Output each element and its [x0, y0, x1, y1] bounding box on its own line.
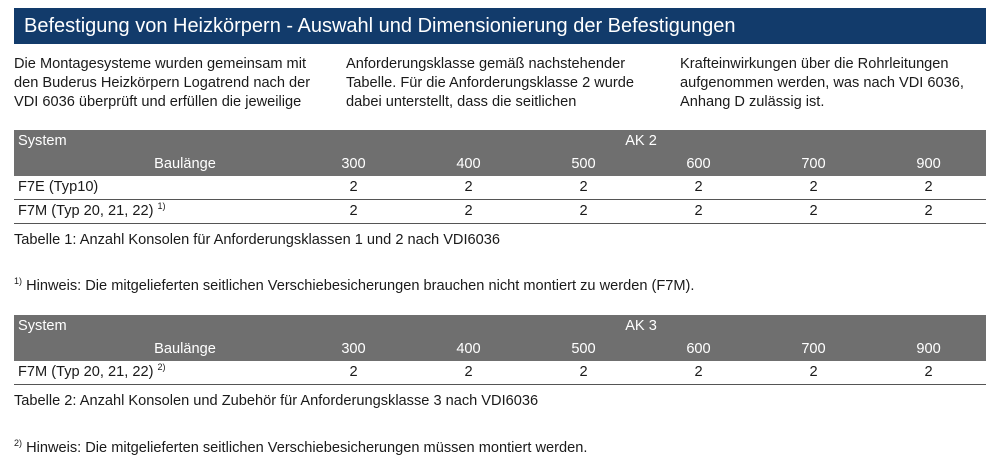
- value-cell: 2: [641, 361, 756, 385]
- value-cell: 2: [296, 176, 411, 200]
- table-ak2: [14, 130, 986, 224]
- footnote-2: [14, 440, 587, 456]
- intro-line: Tabelle. Für die Anforderungsklasse 2 wurde: [346, 75, 634, 91]
- length-cell: 500: [526, 153, 641, 176]
- value-cell: 2: [296, 200, 411, 224]
- table-header-row: [14, 130, 986, 153]
- intro-line: dabei unterstellt, dass die seitlichen: [346, 94, 577, 110]
- value-cell: 2: [526, 176, 641, 200]
- value-cell: 2: [641, 176, 756, 200]
- page-title: Befestigung von Heizkörpern - Auswahl und Dimensionierung der Befestigungen: [14, 8, 986, 44]
- intro-line: Die Montagesysteme wurden gemeinsam mit: [14, 56, 306, 72]
- value-cell: 2: [526, 200, 641, 224]
- value-cell: 2: [871, 176, 986, 200]
- intro-column-3: [680, 55, 990, 112]
- length-cell: 700: [756, 153, 871, 176]
- table-row: [14, 200, 986, 224]
- system-name-cell: [14, 200, 296, 224]
- length-cell: 400: [411, 338, 526, 361]
- value-cell: 2: [526, 361, 641, 385]
- class-header: AK 2: [296, 130, 986, 153]
- value-cell: 2: [756, 176, 871, 200]
- intro-line: aufgenommen werden, was nach VDI 6036,: [680, 75, 964, 91]
- footnote-marker: 1): [157, 201, 166, 211]
- intro-column-2: [346, 55, 666, 112]
- length-cell: 600: [641, 153, 756, 176]
- intro-line: Anhang D zulässig ist.: [680, 94, 825, 110]
- system-header: System: [14, 130, 296, 153]
- footnote-text: Hinweis: Die mitgelieferten seitlichen Verschiebesicherungen müssen montiert werden.: [22, 440, 588, 456]
- length-cell: 900: [871, 338, 986, 361]
- length-label: Baulänge: [14, 338, 296, 361]
- intro-line: Krafteinwirkungen über die Rohrleitungen: [680, 56, 949, 72]
- class-header: AK 3: [296, 315, 986, 338]
- length-cell: 900: [871, 153, 986, 176]
- value-cell: 2: [411, 176, 526, 200]
- value-cell: 2: [411, 361, 526, 385]
- intro-column-1: [14, 55, 334, 112]
- system-name-cell: [14, 361, 296, 385]
- length-label: Baulänge: [14, 153, 296, 176]
- system-name: F7M (Typ 20, 21, 22): [18, 203, 154, 219]
- table1-caption: Tabelle 1: Anzahl Konsolen für Anforderungsklassen 1 und 2 nach VDI6036: [14, 232, 500, 248]
- length-cell: 400: [411, 153, 526, 176]
- length-cell: 300: [296, 153, 411, 176]
- footnote-marker: 1): [14, 276, 23, 286]
- footnote-1: [14, 278, 694, 294]
- table-row: [14, 361, 986, 385]
- length-cell: 300: [296, 338, 411, 361]
- length-cell: 700: [756, 338, 871, 361]
- value-cell: 2: [871, 200, 986, 224]
- length-cell: 600: [641, 338, 756, 361]
- table-row: [14, 176, 986, 200]
- value-cell: 2: [871, 361, 986, 385]
- footnote-text: Hinweis: Die mitgelieferten seitlichen Verschiebesicherungen brauchen nicht montiert zu werden (F7M).: [22, 278, 695, 294]
- value-cell: 2: [641, 200, 756, 224]
- intro-line: Anforderungsklasse gemäß nachstehender: [346, 56, 626, 72]
- footnote-marker: 2): [157, 362, 166, 372]
- length-cell: 500: [526, 338, 641, 361]
- length-header-row: [14, 338, 986, 361]
- table-ak3: [14, 315, 986, 385]
- system-header: System: [14, 315, 296, 338]
- intro-line: den Buderus Heizkörpern Logatrend nach der: [14, 75, 311, 91]
- length-header-row: [14, 153, 986, 176]
- system-name: F7M (Typ 20, 21, 22): [18, 364, 154, 380]
- table2-caption: Tabelle 2: Anzahl Konsolen und Zubehör für Anforderungsklasse 3 nach VDI6036: [14, 393, 539, 409]
- value-cell: 2: [296, 361, 411, 385]
- table-header-row: [14, 315, 986, 338]
- value-cell: 2: [756, 200, 871, 224]
- value-cell: 2: [411, 200, 526, 224]
- footnote-marker: 2): [14, 438, 23, 448]
- system-name: F7E (Typ10): [14, 176, 296, 200]
- intro-line: VDI 6036 überprüft und erfüllen die jeweilige: [14, 94, 302, 110]
- value-cell: 2: [756, 361, 871, 385]
